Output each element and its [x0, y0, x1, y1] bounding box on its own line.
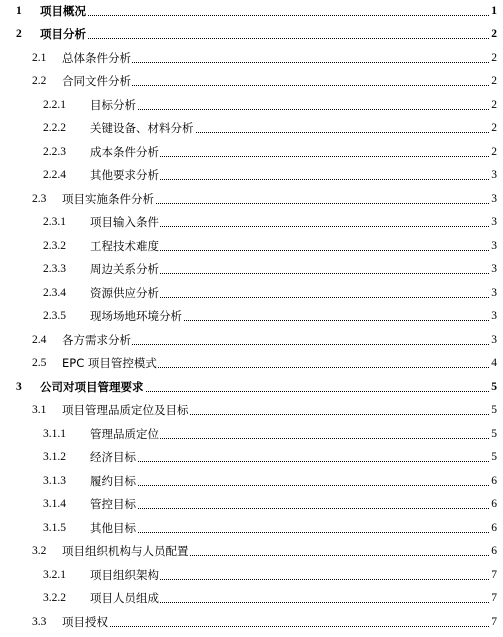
toc-page-number: 5	[491, 428, 497, 440]
toc-number: 2.3.2	[43, 240, 66, 252]
toc-entry-3-1-5[interactable]	[0, 517, 503, 537]
toc-title: 项目管理品质定位及目标	[62, 403, 189, 417]
toc-title: 其他要求分析	[90, 168, 159, 182]
toc-leader-dots	[90, 109, 489, 110]
toc-page-number: 2	[491, 52, 497, 64]
toc-number: 2.3.5	[43, 310, 66, 322]
toc-title: 项目输入条件	[90, 215, 159, 229]
toc-entry-3-3[interactable]	[0, 611, 503, 631]
toc-leader-dots	[40, 38, 489, 39]
toc-entry-3-1-3[interactable]	[0, 470, 503, 490]
toc-entry-2-3-3[interactable]	[0, 258, 503, 278]
toc-page-number: 7	[491, 569, 497, 581]
toc-title: 项目分析	[40, 27, 86, 41]
toc-number: 3.2.2	[43, 592, 66, 604]
toc-page-number: 6	[491, 475, 497, 487]
toc-entry-3-2[interactable]	[0, 540, 503, 560]
toc-entry-2-1[interactable]	[0, 47, 503, 67]
toc-number: 2.5	[32, 357, 47, 369]
toc-leader-dots	[62, 626, 489, 627]
toc-entry-3-1-1[interactable]	[0, 423, 503, 443]
toc-title: 公司对项目管理要求	[40, 380, 144, 394]
toc-number: 2.1	[32, 52, 47, 64]
toc-title: 项目人员组成	[90, 591, 159, 605]
toc-page-number: 5	[491, 451, 497, 463]
toc-page-number: 7	[491, 592, 497, 604]
toc-page-number: 1	[491, 5, 497, 17]
toc-page-number: 3	[491, 193, 497, 205]
toc-number: 2.2.2	[43, 122, 66, 134]
toc-page-number: 6	[491, 545, 497, 557]
toc-page-number: 2	[491, 122, 497, 134]
toc-number: 3.1.5	[43, 522, 66, 534]
toc-number: 3.1.2	[43, 451, 66, 463]
toc-page-number: 3	[491, 240, 497, 252]
toc-title: 项目实施条件分析	[62, 192, 154, 206]
toc-number: 3.1	[32, 404, 47, 416]
toc-entry-3-1[interactable]	[0, 399, 503, 419]
toc-title: 项目组织机构与人员配置	[62, 544, 189, 558]
toc-title: 管控目标	[90, 497, 136, 511]
toc-entry-3-1-2[interactable]	[0, 446, 503, 466]
toc-title: 周边关系分析	[90, 262, 159, 276]
toc-number: 2.2.1	[43, 99, 66, 111]
toc-page-number: 7	[491, 616, 497, 628]
toc-number: 3	[16, 381, 22, 393]
toc-title: 资源供应分析	[90, 286, 159, 300]
toc-title: 工程技术难度	[90, 239, 159, 253]
toc-title: 其他目标	[90, 521, 136, 535]
toc-page-number: 2	[491, 146, 497, 158]
toc-number: 2.4	[32, 334, 47, 346]
toc-title: 项目授权	[62, 615, 108, 629]
toc-entry-2[interactable]	[0, 23, 503, 43]
toc-leader-dots	[90, 532, 489, 533]
toc-page-number: 2	[491, 28, 497, 40]
toc-number: 2.2.3	[43, 146, 66, 158]
toc-number: 2	[16, 28, 22, 40]
toc-number: 3.2.1	[43, 569, 66, 581]
toc-entry-1[interactable]	[0, 0, 503, 20]
toc-leader-dots	[90, 485, 489, 486]
toc-title: 管理品质定位	[90, 427, 159, 441]
toc-number: 3.2	[32, 545, 47, 557]
toc-entry-3[interactable]	[0, 376, 503, 396]
toc-entry-3-2-1[interactable]	[0, 564, 503, 584]
toc-title: 项目组织架构	[90, 568, 159, 582]
toc-entry-2-3[interactable]	[0, 188, 503, 208]
toc-number: 3.1.1	[43, 428, 66, 440]
toc-entry-2-2-1[interactable]	[0, 94, 503, 114]
toc-page-number: 6	[491, 522, 497, 534]
toc-title: 各方需求分析	[62, 333, 131, 347]
toc-page-number: 3	[491, 263, 497, 275]
toc-number: 1	[16, 5, 22, 17]
toc-number: 3.3	[32, 616, 47, 628]
toc-number: 2.2.4	[43, 169, 66, 181]
toc-page-number: 5	[491, 381, 497, 393]
toc-title: EPC 项目管控模式	[62, 356, 157, 370]
toc-page-number: 4	[491, 357, 497, 369]
toc-entry-2-4[interactable]	[0, 329, 503, 349]
toc-entry-3-1-4[interactable]	[0, 493, 503, 513]
toc-title: 经济目标	[90, 450, 136, 464]
toc-page-number: 5	[491, 404, 497, 416]
toc-number: 2.3.1	[43, 216, 66, 228]
toc-page-number: 3	[491, 334, 497, 346]
toc-entry-2-2[interactable]	[0, 70, 503, 90]
toc-page-number: 2	[491, 99, 497, 111]
toc-entry-2-2-4[interactable]	[0, 164, 503, 184]
toc-entry-2-5[interactable]	[0, 352, 503, 372]
toc-title: 成本条件分析	[90, 145, 159, 159]
toc-page-number: 3	[491, 310, 497, 322]
toc-page-number: 6	[491, 498, 497, 510]
toc-title: 关键设备、材料分析	[90, 121, 194, 135]
toc-number: 3.1.4	[43, 498, 66, 510]
toc-number: 2.3.3	[43, 263, 66, 275]
toc-title: 目标分析	[90, 98, 136, 112]
toc-title: 合同文件分析	[62, 74, 131, 88]
toc-entry-2-3-2[interactable]	[0, 235, 503, 255]
toc-entry-2-3-5[interactable]	[0, 305, 503, 325]
toc-leader-dots	[90, 508, 489, 509]
toc-number: 2.2	[32, 75, 47, 87]
toc-entry-3-2-2[interactable]	[0, 587, 503, 607]
toc-entry-2-2-2[interactable]	[0, 117, 503, 137]
toc-page-number: 3	[491, 216, 497, 228]
toc-entry-2-3-1[interactable]	[0, 211, 503, 231]
toc-title: 现场场地环境分析	[90, 309, 182, 323]
toc-title: 项目概况	[40, 4, 86, 18]
toc-number: 2.3.4	[43, 287, 66, 299]
toc-leader-dots	[90, 461, 489, 462]
toc-page-number: 2	[491, 75, 497, 87]
toc-number: 3.1.3	[43, 475, 66, 487]
toc-leader-dots	[40, 15, 489, 16]
toc-entry-2-3-4[interactable]	[0, 282, 503, 302]
toc-title: 履约目标	[90, 474, 136, 488]
toc-page-number: 3	[491, 169, 497, 181]
toc-title: 总体条件分析	[62, 51, 131, 65]
toc-page-number: 3	[491, 287, 497, 299]
toc-number: 2.3	[32, 193, 47, 205]
toc-entry-2-2-3[interactable]	[0, 141, 503, 161]
